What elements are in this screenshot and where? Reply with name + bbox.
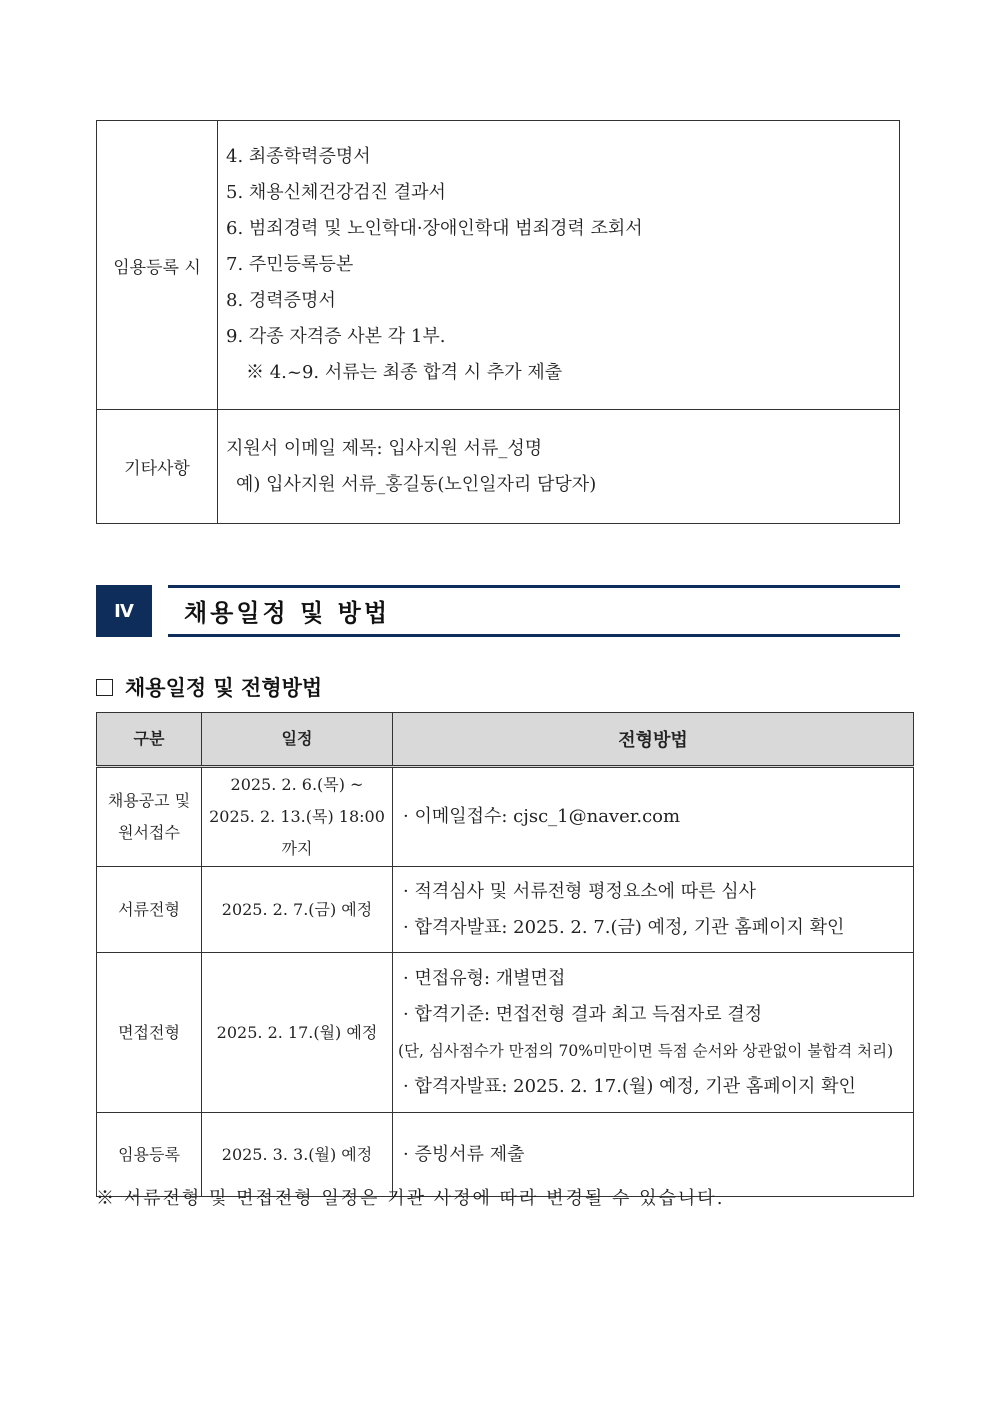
other-info (218, 410, 900, 524)
date-text: 2025. 3. 3.(월) 예정 (221, 1144, 373, 1164)
table-row (97, 953, 914, 1113)
table-header-row (97, 713, 914, 767)
section-number-badge: Ⅳ (96, 585, 152, 637)
stage-cell (97, 953, 202, 1113)
date-text: 2025. 2. 13.(목) 18:00까지 (209, 807, 385, 858)
method-text: · 합격자발표: 2025. 2. 17.(월) 예정, 기관 홈페이지 확인 (403, 1075, 856, 1097)
method-text: · 증빙서류 제출 (403, 1143, 525, 1165)
example-text: 예) 입사지원 서류_홍길동(노인일자리 담당자) (236, 473, 597, 495)
stage-text: 면접전형 (118, 1022, 180, 1042)
list-item: 6. 범죄경력 및 노인학대·장애인학대 범죄경력 조회서 (226, 218, 643, 239)
row-label: 기타사항 (97, 410, 218, 524)
stage-text: 원서접수 (118, 823, 180, 842)
subheading-text: 채용일정 및 전형방법 (125, 676, 323, 700)
row-label: 임용등록 시 (97, 121, 218, 410)
date-text: 2025. 2. 17.(월) 예정 (216, 1022, 378, 1042)
table-row (97, 867, 914, 953)
method-cell (393, 767, 914, 867)
email-subject-text: 지원서 이메일 제목: 입사지원 서류_성명 (226, 437, 543, 459)
stage-text: 채용공고 및 (107, 791, 191, 810)
table-row (97, 410, 900, 524)
column-header: 전형방법 (393, 713, 914, 767)
method-text: · 이메일접수: cjsc_1@naver.com (403, 806, 681, 827)
requirements-table (96, 120, 900, 524)
date-cell (202, 767, 393, 867)
stage-text: 임용등록 (118, 1144, 180, 1164)
table-row (97, 121, 900, 410)
section-divider (168, 634, 900, 637)
method-cell (393, 953, 914, 1113)
section-title: 채용일정 및 방법 (184, 599, 390, 627)
footnote: ※ 서류전형 및 면접전형 일정은 기관 사정에 따라 변경될 수 있습니다. (96, 1188, 725, 1209)
method-note: (단, 심사점수가 만점의 70%미만이면 득점 순서와 상관없이 불합격 처리) (398, 1041, 894, 1060)
stage-cell (97, 767, 202, 867)
column-header: 구분 (97, 713, 202, 767)
method-text: · 면접유형: 개별면접 (403, 967, 566, 989)
method-text: · 합격기준: 면접전형 결과 최고 득점자로 결정 (403, 1003, 763, 1025)
list-item: 8. 경력증명서 (226, 290, 336, 311)
stage-cell (97, 867, 202, 953)
date-cell (202, 953, 393, 1113)
list-item: 5. 채용신체건강검진 결과서 (226, 182, 446, 203)
date-text: 2025. 2. 7.(금) 예정 (221, 899, 373, 919)
column-header: 일정 (202, 713, 393, 767)
document-list (218, 121, 900, 410)
list-item: 7. 주민등록등본 (226, 254, 354, 275)
checkbox-square-icon (96, 679, 113, 696)
schedule-table (96, 712, 914, 1197)
method-text: · 합격자발표: 2025. 2. 7.(금) 예정, 기관 홈페이지 확인 (403, 916, 845, 938)
note-text: ※ 4.~9. 서류는 최종 합격 시 추가 제출 (246, 362, 563, 383)
method-text: · 적격심사 및 서류전형 평정요소에 따른 심사 (403, 880, 757, 902)
date-cell (202, 867, 393, 953)
subheading (96, 672, 322, 702)
table-row (97, 767, 914, 867)
list-item: 9. 각종 자격증 사본 각 1부. (226, 326, 446, 347)
date-text: 2025. 2. 6.(목) ~ (230, 775, 364, 794)
stage-text: 서류전형 (118, 899, 180, 919)
method-cell (393, 867, 914, 953)
list-item: 4. 최종학력증명서 (226, 146, 371, 167)
section-divider (168, 585, 900, 588)
